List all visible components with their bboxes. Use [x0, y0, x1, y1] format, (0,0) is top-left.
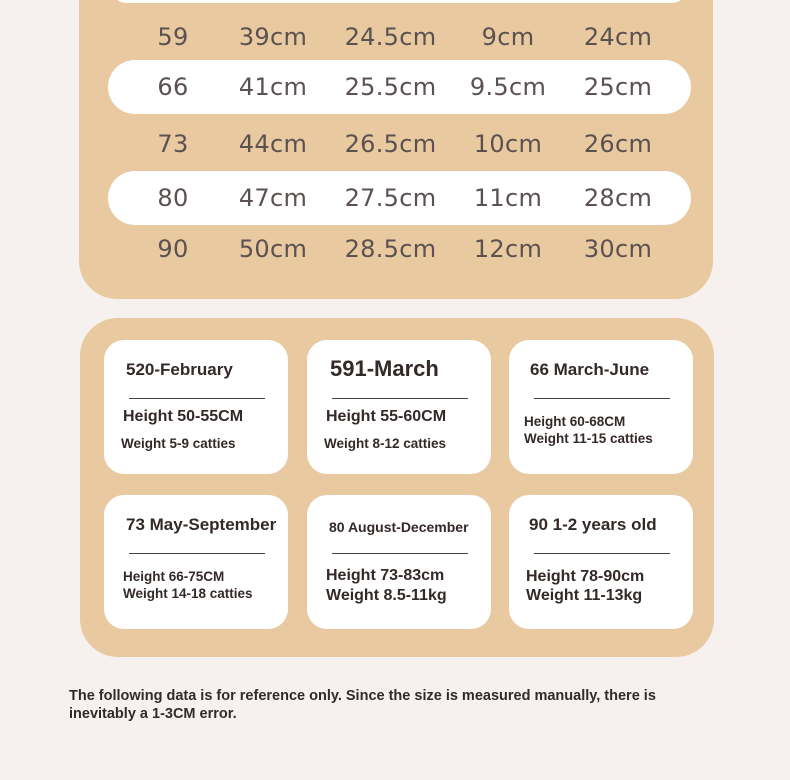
table-cell: 24.5cm — [344, 23, 437, 51]
card-divider — [534, 398, 670, 399]
table-cell: 59 — [157, 23, 189, 51]
table-cell: 50cm — [238, 235, 308, 263]
table-cell: 80 — [157, 184, 189, 212]
table-row — [108, 60, 691, 114]
table-cell: 47cm — [238, 184, 308, 212]
card-title: 90 1-2 years old — [529, 515, 657, 534]
age-card — [104, 340, 288, 474]
card-title: 591-March — [330, 356, 439, 381]
table-cell: 41cm — [238, 73, 308, 101]
card-title: 520-February — [126, 360, 233, 379]
card-divider — [129, 553, 265, 554]
card-title: 73 May-September — [126, 515, 277, 534]
card-weight: Weight 5-9 catties — [121, 436, 236, 451]
card-height: Height 78-90cm — [526, 568, 645, 585]
table-cell: 66 — [157, 73, 189, 101]
card-title: 80 August-December — [329, 519, 469, 535]
card-divider — [332, 553, 468, 554]
table-row — [108, 171, 691, 225]
table-cell: 73 — [157, 130, 189, 158]
table-row — [108, 10, 691, 64]
table-cell: 12cm — [473, 235, 543, 263]
card-height: Height 73-83cm — [326, 567, 445, 584]
card-divider — [332, 398, 468, 399]
age-card — [307, 495, 491, 629]
table-cell: 26.5cm — [344, 130, 437, 158]
table-cell: 44cm — [238, 130, 308, 158]
table-header-strip — [112, 0, 686, 3]
age-card — [104, 495, 288, 629]
table-cell: 25cm — [583, 73, 653, 101]
table-cell: 28cm — [583, 184, 653, 212]
table-row — [108, 117, 691, 171]
table-cell: 25.5cm — [344, 73, 437, 101]
table-cell: 11cm — [473, 184, 543, 212]
disclaimer-text: The following data is for reference only. Since the size is measured manually, there is inevitably a 1-3CM error. — [69, 688, 656, 722]
age-card — [307, 340, 491, 474]
card-weight: Weight 8.5-11kg — [326, 587, 447, 604]
table-cell: 28.5cm — [344, 235, 437, 263]
table-cell: 9cm — [481, 23, 535, 51]
table-cell: 90 — [157, 235, 189, 263]
card-weight: Weight 11-15 catties — [524, 431, 653, 446]
card-height: Height 66-75CM — [123, 569, 225, 584]
card-title: 66 March-June — [530, 360, 650, 379]
table-cell: 26cm — [583, 130, 653, 158]
table-cell: 9.5cm — [469, 73, 547, 101]
table-cell: 10cm — [473, 130, 543, 158]
card-weight: Weight 11-13kg — [526, 587, 643, 604]
card-height: Height 60-68CM — [524, 414, 626, 429]
age-card — [509, 340, 693, 474]
card-weight: Weight 14-18 catties — [123, 586, 253, 601]
table-cell: 27.5cm — [344, 184, 437, 212]
card-weight: Weight 8-12 catties — [324, 436, 447, 451]
table-cell: 39cm — [238, 23, 308, 51]
card-divider — [129, 398, 265, 399]
card-height: Height 55-60CM — [326, 408, 447, 425]
table-cell: 24cm — [583, 23, 653, 51]
table-row — [108, 222, 691, 276]
table-cell: 30cm — [583, 235, 653, 263]
card-height: Height 50-55CM — [123, 408, 244, 425]
card-divider — [534, 553, 670, 554]
age-card — [509, 495, 693, 629]
